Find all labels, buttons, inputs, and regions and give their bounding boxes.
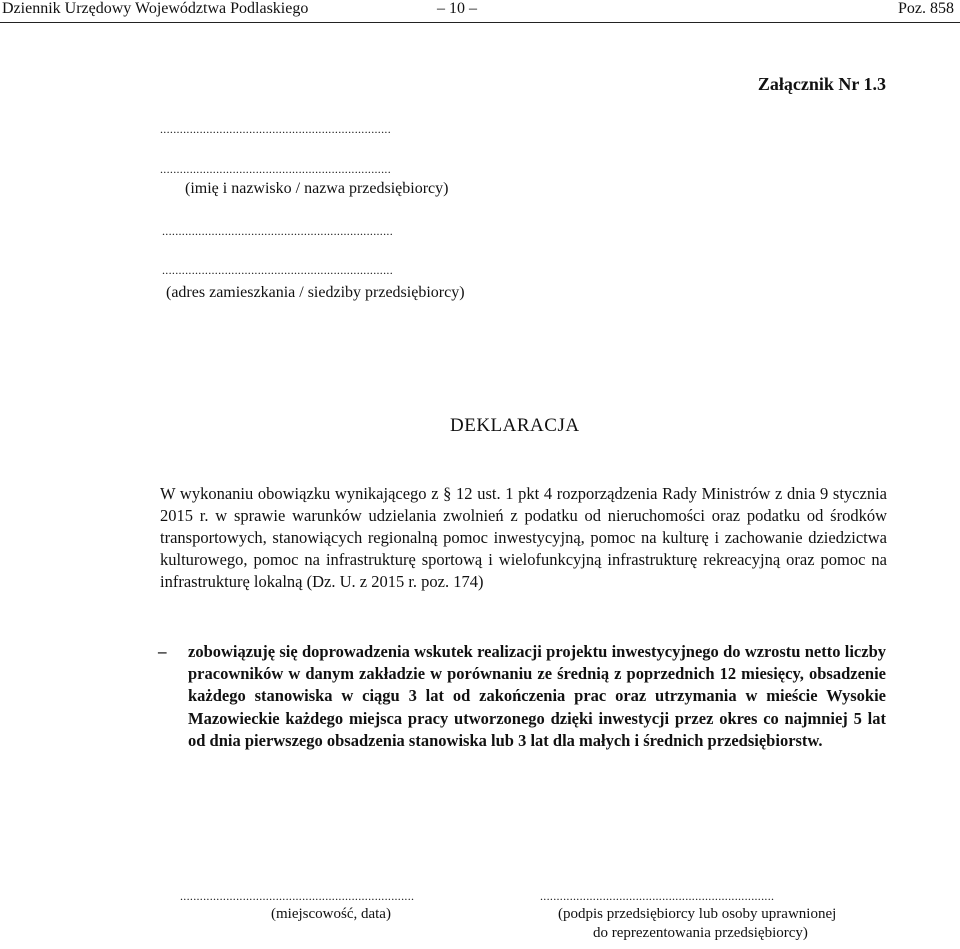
address-field-caption: (adres zamieszkania / siedziby przedsiębiorcy) — [166, 284, 465, 301]
signature-field[interactable]: ....................................................................... — [540, 889, 775, 903]
header-divider — [0, 22, 960, 23]
place-date-caption: (miejscowość, data) — [271, 906, 391, 922]
intro-paragraph: W wykonaniu obowiązku wynikającego z § 12 ust. 1 pkt 4 rozporządzenia Rady Ministrów z dnia 9 stycznia 2015 r. w sprawie warunków udzielania zwolnień z podatku od nieruchomości oraz podatku od środków transportowych, stanowiących regionalną pomoc inwestycyjną, pomoc na kulturę i zachowanie dziedzictwa kulturowego, pomoc na infrastrukturę sportową i wielofunkcyjną infrastrukturę rekreacyjną oraz pomoc na infrastrukturę lokalną (Dz. U. z 2015 r. poz. 174) — [160, 484, 887, 591]
address-field-line-1[interactable]: ...................................................................... — [162, 224, 393, 238]
signature-caption-line-2: do reprezentowania przedsiębiorcy) — [593, 925, 808, 941]
document-title: DEKLARACJA — [450, 415, 580, 436]
annex-label: Załącznik Nr 1.3 — [757, 74, 886, 94]
journal-title: Dziennik Urzędowy Województwa Podlaskiego — [2, 0, 309, 17]
page-number: – 10 – — [437, 0, 477, 17]
place-date-field[interactable]: ....................................................................... — [180, 889, 415, 903]
commitment-paragraph: zobowiązuję się doprowadzenia wskutek realizacji projektu inwestycyjnego do wzrostu netto liczby pracowników w danym zakładzie w porównaniu ze średnią z poprzednich 12 miesięcy, obsadzenie każdego stanowiska w ciągu 3 lat od zakończenia prac oraz utrzymania w mieście Wysokie Mazowieckie każdego miejsca pracy utworzonego dzięki inwestycji przez okres co najmniej 5 lat od dnia pierwszego obsadzenia stanowiska lub 3 lat dla małych i średnich przedsiębiorstw. — [188, 642, 886, 750]
name-field-line-2[interactable]: ...................................................................... — [160, 162, 391, 176]
name-field-line-1[interactable]: ...................................................................... — [160, 122, 391, 136]
position-number: Poz. 858 — [898, 0, 954, 17]
bullet-dash: – — [158, 642, 167, 661]
signature-caption-line-1: (podpis przedsiębiorcy lub osoby uprawnionej — [558, 906, 837, 922]
address-field-line-2[interactable]: ...................................................................... — [162, 263, 393, 277]
name-field-caption: (imię i nazwisko / nazwa przedsiębiorcy) — [185, 180, 449, 197]
